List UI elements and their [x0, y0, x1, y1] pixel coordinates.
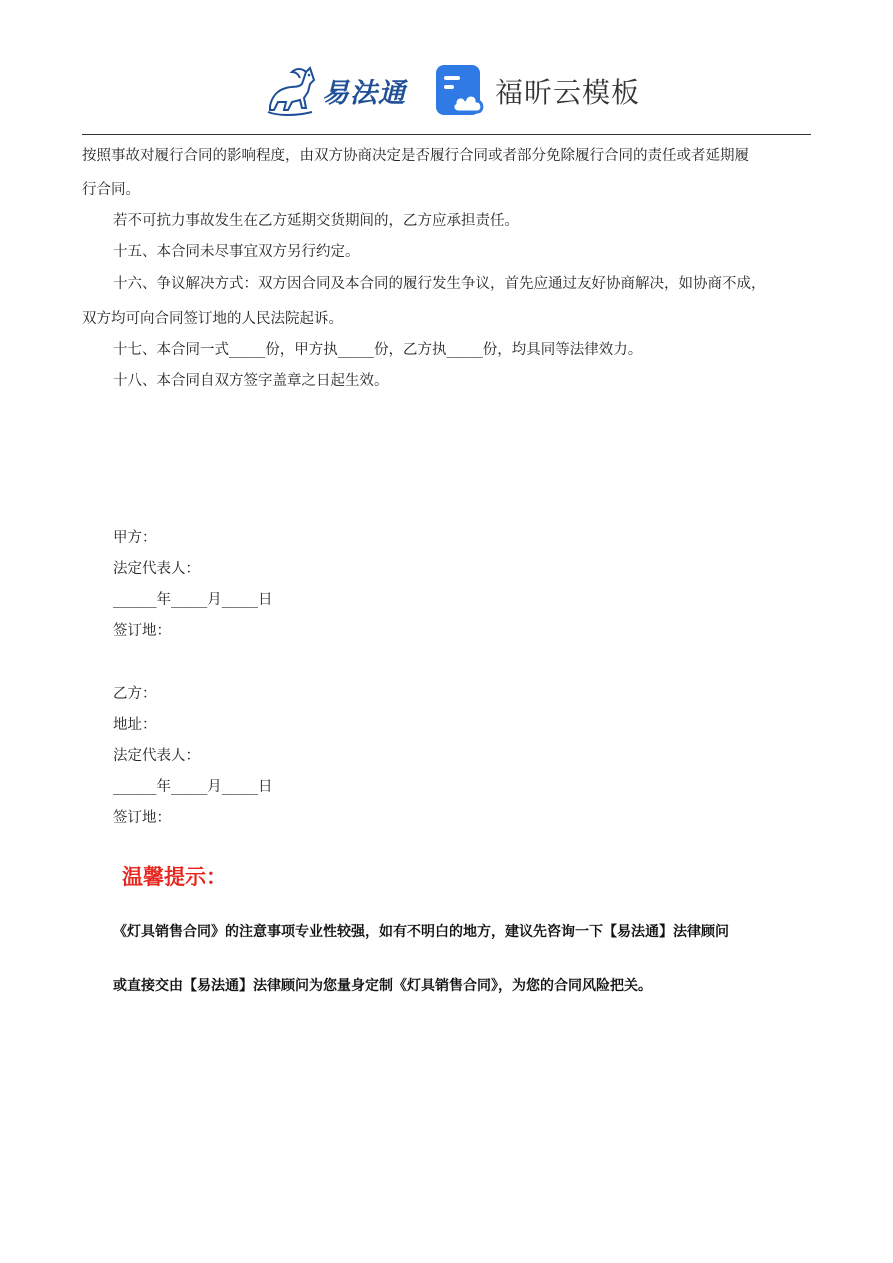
paragraph-delay-liability: 若不可抗力事故发生在乙方延期交货期间的，乙方应承担责任。: [113, 213, 519, 229]
clause-16-line2: 双方均可向合同签订地的人民法院起诉。: [82, 311, 343, 327]
cloud-document-icon: [435, 64, 487, 118]
tips-title: 温馨提示：: [122, 864, 227, 889]
clause-15: 十五、本合同未尽事宜双方另行约定。: [113, 244, 360, 260]
yifatong-logo-text: 易法通: [322, 77, 406, 109]
party-a-signing-place: 签订地：: [113, 623, 171, 639]
party-a-label: 甲方：: [113, 530, 157, 546]
party-b-address: 地址：: [113, 717, 157, 733]
party-b-representative: 法定代表人：: [113, 748, 200, 764]
clause-17: 十七、本合同一式_____份，甲方执_____份，乙方执_____份，均具同等法律效力。: [113, 342, 643, 358]
paragraph-force-majeure-line1: 按照事故对履行合同的影响程度，由双方协商决定是否履行合同或者部分免除履行合同的责任或者延期履: [82, 148, 749, 164]
yifatong-logo: [262, 62, 414, 118]
party-b-label: 乙方：: [113, 686, 157, 702]
party-a-date: ______年_____月_____日: [113, 592, 273, 608]
tips-line1: 《灯具销售合同》的注意事项专业性较强，如有不明白的地方，建议先咨询一下【易法通】法律顾问: [113, 924, 729, 940]
party-b-signing-place: 签订地：: [113, 810, 171, 826]
clause-16-line1: 十六、争议解决方式：双方因合同及本合同的履行发生争议，首先应通过友好协商解决，如协商不成，: [113, 276, 766, 292]
clause-18: 十八、本合同自双方签字盖章之日起生效。: [113, 373, 389, 389]
party-a-representative: 法定代表人：: [113, 561, 200, 577]
header-divider: [82, 134, 811, 135]
fuxin-logo-text: 福昕云模板: [495, 76, 641, 109]
tips-line2: 或直接交由【易法通】法律顾问为您量身定制《灯具销售合同》，为您的合同风险把关。: [113, 978, 652, 994]
fuxin-logo: [435, 64, 640, 118]
paragraph-force-majeure-line2: 行合同。: [82, 182, 140, 198]
document-header: [0, 0, 893, 135]
horse-logo-icon: [262, 62, 320, 118]
party-b-date: ______年_____月_____日: [113, 779, 273, 795]
